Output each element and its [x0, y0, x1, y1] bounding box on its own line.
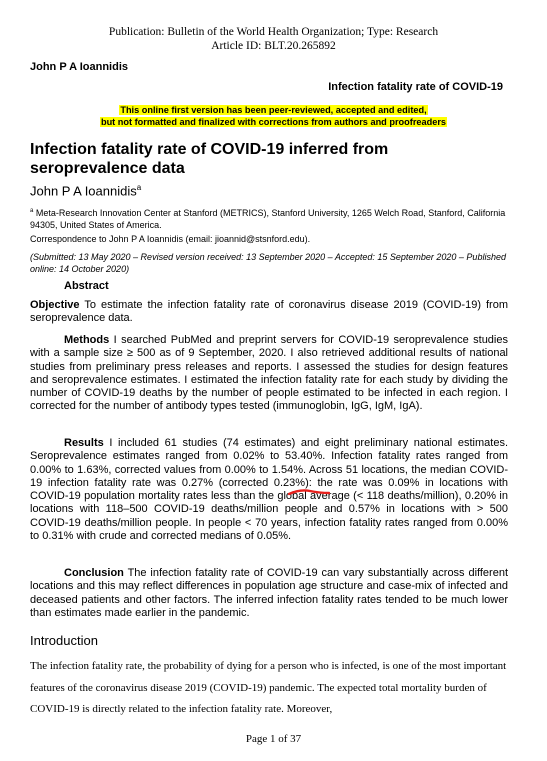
- submission-dates: (Submitted: 13 May 2020 – Revised version received: 13 September 2020 – Accepted: 15 September 2020 – Published online: 14 October 2020): [30, 252, 506, 274]
- publication-header: [0, 25, 547, 53]
- page-number: Page 1 of 37: [245, 733, 302, 745]
- correspondence: Correspondence to John P A Ioannidis (email: jioannid@stsnford.edu).: [30, 234, 311, 244]
- abstract-methods: [30, 334, 508, 414]
- introduction-text: The infection fatality rate, the probability of dying for a person who is infected, is one of the most important features of the coronavirus disease 2019 (COVID-19) pandemic. The expected total mortality burden of COVID-19 is directly related to the infection fatality rate. Moreover,: [30, 660, 507, 715]
- methods-label: Methods: [64, 334, 110, 346]
- affiliation-text: Meta-Research Innovation Center at Stanford (METRICS), Stanford University, 1265 Welch Road, Stanford, California 94305, United States of America.: [30, 208, 506, 230]
- affiliation: [30, 206, 510, 231]
- affiliation-mark: a: [30, 208, 34, 214]
- publication-line: Publication: Bulletin of the World Health Organization; Type: Research: [108, 26, 439, 38]
- header-author: John P A Ioannidis: [30, 61, 128, 73]
- peer-review-notice: [0, 104, 547, 128]
- author-name: John P A Ioannidis: [30, 183, 137, 199]
- article-id-line: Article ID: BLT.20.265892: [211, 40, 336, 52]
- article-author: [30, 183, 141, 198]
- methods-text: I searched PubMed and preprint servers for COVID-19 seroprevalence studies with a sample size ≥ 500 as of 9 September, 2020. I also retrieved additional results of national studies from preliminary press releases and reports. I assessed the studies for design features and seroprevalence estimates. I estimated the infection fatality rate for each study by dividing the number of COVID-19 deaths by the number of people estimated to be infected in each region. I corrected for the number of antibody types tested (immunoglobin, IgG, IgM, IgA).: [30, 334, 508, 413]
- notice-line-2: but not formatted and finalized with corrections from authors and proofreaders: [100, 117, 447, 127]
- abstract-conclusion: [30, 567, 508, 620]
- abstract-results: [30, 437, 508, 543]
- objective-text: To estimate the infection fatality rate of coronavirus disease 2019 (COVID-19) from seroprevalence data.: [30, 299, 508, 325]
- running-title: Infection fatality rate of COVID-19: [328, 81, 503, 93]
- red-underline-stroke: [289, 490, 329, 494]
- notice-line-1: This online first version has been peer-reviewed, accepted and edited,: [120, 105, 427, 115]
- author-affiliation-mark: a: [136, 183, 142, 192]
- abstract-heading: Abstract: [64, 280, 109, 292]
- article-title: Infection fatality rate of COVID-19 inferred from seroprevalence data: [30, 141, 389, 177]
- abstract-objective: [30, 299, 508, 326]
- introduction-heading: Introduction: [30, 633, 98, 648]
- red-underline-annotation: [288, 488, 330, 496]
- results-label: Results: [64, 437, 104, 449]
- conclusion-text: The infection fatality rate of COVID-19 can vary substantially across different locations and this may reflect differences in population age structure and case-mix of infected and deceased patients and other factors. The inferred infection fatality rates tended to be much lower than estimates made earlier in the pandemic.: [30, 567, 508, 619]
- objective-label: Objective: [30, 299, 80, 311]
- conclusion-label: Conclusion: [64, 567, 124, 579]
- results-text: I included 61 studies (74 estimates) and eight preliminary national estimates. Seroprevalence estimates ranged from 0.02% to 53.40%. Infection fatality rates ranged from 0.00% to 1.63%, corrected values from 0.00% to 1.54%. Across 51 locations, the median COVID-19 infection fatality rate was 0.27% (corrected 0.23%): the rate was 0.09% in locations with COVID-19 population mortality rates less than the global average (< 118 deaths/million), 0.20% in locations with 118–500 COVID-19 deaths/million people and 0.57% in locations with > 500 COVID-19 deaths/million people. In people < 70 years, infection fatality rates ranged from 0.00% to 0.31% with crude and corrected medians of 0.05%.: [30, 437, 508, 543]
